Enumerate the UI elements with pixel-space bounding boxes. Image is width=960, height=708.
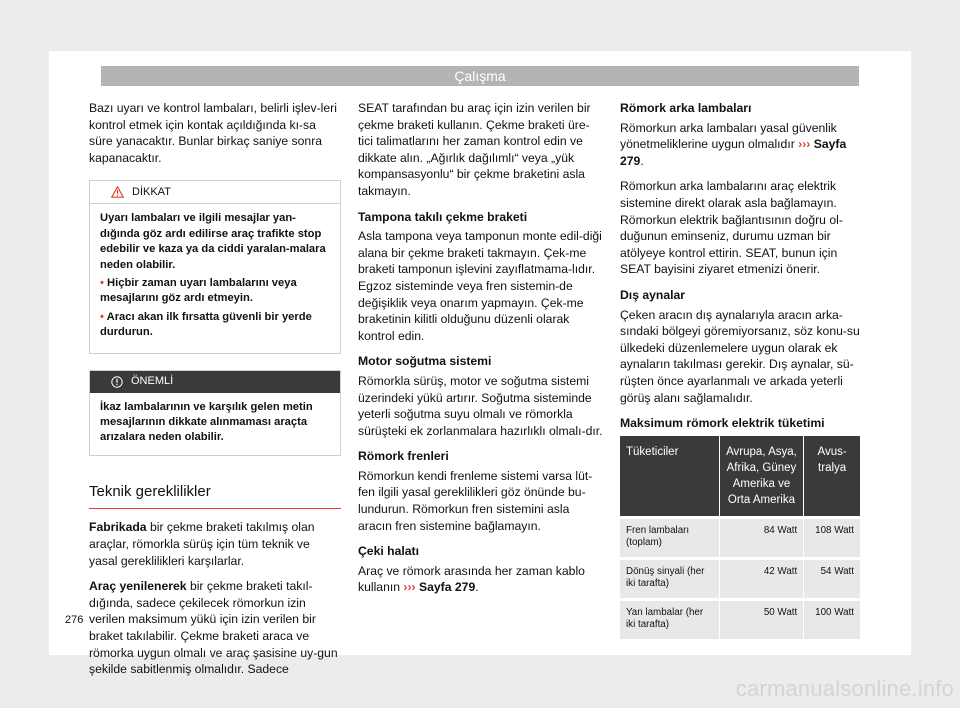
- heading-brakes: Römork frenleri: [358, 449, 449, 464]
- warning-text: Uyarı lambaları ve ilgili mesajlar yan-dığında göz ardı edilirse araç trafikte stop edebilir ve kaza ya da ciddi yaralan-malara neden olabilir.: [100, 212, 326, 271]
- warning-label: DİKKAT: [132, 186, 171, 199]
- heading-rope: Çeki halatı: [358, 544, 419, 559]
- arrow-icon: ›››: [798, 137, 811, 152]
- bumper-paragraph: Asla tampona veya tamponun monte edil-diği alana bir çekme braketi takmayın. Çek-me braketi tamponun işlevini zayıflatmama-lıdır. Egzoz sisteminde veya fren sistemin-de değişiklik veya onarım yapmayın. Çek-me braketinin kilitli olduğunu düzenli olarak kontrol edin.: [358, 229, 602, 343]
- mirrors-paragraph: Çeken aracın dış aynalarıyla aracın arka-sındaki bölgeyi göremiyorsanız, söz konu-su ülkedeki düzenlemelere uygun olarak ek aynaların takılması gerekir. Dış aynalar, sü-rüşten önce ayarlanmalı ve arkada yeterli görüş alanı sağlamalıdır.: [620, 307, 860, 405]
- note-box: [89, 370, 341, 456]
- table-header-cell: Tüketiciler: [620, 436, 719, 518]
- table-cell: 54 Watt: [804, 558, 860, 599]
- bullet-icon: •: [100, 310, 107, 323]
- bracket-paragraph: SEAT tarafından bu araç için izin verilen bir çekme braketi kullanın. Çekme braketi üre-tici talimatlarını her zaman kontrol edin ve dikkate alın. „Ağırlık dağılımlı“ veya „yük kompansasyonlu“ bir çekme braketini asla takmayın.: [358, 101, 591, 198]
- heading-lights: Römork arka lambaları: [620, 101, 752, 115]
- column-1: [89, 100, 341, 687]
- warning-bullet: • Aracı akan ilk fırsatta güvenli bir yerde durdurun.: [100, 310, 312, 339]
- table-cell: 100 Watt: [804, 599, 860, 639]
- intro-paragraph: Bazı uyarı ve kontrol lambaları, belirli işlev-leri kontrol etmek için kontak açıldığında kı-sa süre yanacaktır. Bunlar birkaç saniye sonra kapanacaktır.: [89, 101, 337, 165]
- note-label: ÖNEMLİ: [131, 375, 174, 388]
- table-header-cell: Avrupa, Asya, Afrika, Güney Amerika ve Orta Amerika: [719, 436, 804, 518]
- heading-table: Maksimum römork elektrik tüketimi: [620, 416, 825, 431]
- warning-box: [89, 180, 341, 353]
- table-cell: 108 Watt: [804, 517, 860, 558]
- table-cell: Dönüş sinyali (her iki tarafta): [620, 558, 719, 599]
- watermark: carmanualsonline.info: [735, 676, 954, 701]
- note-body: İkaz lambalarının ve karşılık gelen metin mesajlarının dikkate alınmaması araçta arızalara neden olabilir.: [100, 400, 313, 444]
- table-row: [620, 599, 860, 639]
- section-title: Teknik gereklilikler: [89, 484, 341, 510]
- page-link[interactable]: ››› Sayfa 279: [403, 580, 476, 595]
- warning-body: [90, 204, 340, 352]
- table-cell: Yan lambalar (her iki tarafta): [620, 599, 719, 639]
- table-cell: 84 Watt: [719, 517, 804, 558]
- warning-header: [90, 181, 340, 204]
- column-3: [620, 100, 860, 639]
- table-cell: 42 Watt: [719, 558, 804, 599]
- warning-triangle-icon: [111, 186, 124, 198]
- page-number: 276: [65, 614, 84, 626]
- note-header: [90, 371, 340, 393]
- table-row: [620, 517, 860, 558]
- heading-cooling: Motor soğutma sistemi: [358, 354, 492, 369]
- table-row: [620, 558, 860, 599]
- page-link[interactable]: ››› Sayfa 279: [620, 137, 847, 168]
- info-circle-icon: [111, 376, 123, 388]
- cooling-paragraph: Römorkla sürüş, motor ve soğutma sistemi üzerindeki yükü artırır. Soğutma sisteminde yeterli soğutma suyu olmalı ve römorkla sürüşteki ek zorlanmalara hazırlıklı olmalı-dır.: [358, 373, 603, 438]
- column-2: [358, 100, 604, 605]
- manual-page: [49, 51, 911, 677]
- heading-mirrors: Dış aynalar: [620, 287, 686, 302]
- factory-paragraph: Fabrikada bir çekme braketi takılmış olan araçlar, römorkla sürüş için tüm teknik ve yasal gereklilikleri karşılarlar.: [89, 520, 315, 568]
- consumption-table: [620, 436, 860, 639]
- table-cell: 50 Watt: [719, 599, 804, 639]
- arrow-icon: ›››: [403, 580, 416, 595]
- table-header-row: [620, 436, 860, 518]
- heading-bumper: Tampona takılı çekme braketi: [358, 209, 528, 224]
- rope-paragraph: Araç ve römork arasında her zaman kablo kullanın ››› Sayfa 279.: [358, 563, 585, 595]
- page-header: Çalışma: [101, 66, 859, 86]
- lights-paragraph-2: Römorkun arka lambalarını araç elektrik sistemine direkt olarak asla bağlamayın. Römorkun elektrik bağlantısının doğru ol-duğunun eminseniz, durumu uzman bir atölyeye kontrol ettirin. SEAT, bunun için SEAT bayisini ziyaret etmenizi önerir.: [620, 179, 843, 277]
- warning-bullet: • Hiçbir zaman uyarı lambalarını veya mesajlarını göz ardı etmeyin.: [100, 277, 297, 305]
- lights-paragraph: Römorkun arka lambaları yasal güvenlik yönetmeliklerine uygun olmalıdır ››› Sayfa 279.: [620, 120, 847, 168]
- brakes-paragraph: Römorkun kendi frenleme sistemi varsa lüt-fen ilgili yasal gereklilikleri göz önünde bu-lundurun. Römorkun fren sistemini asla aracın fren sistemine bağlamayın.: [358, 468, 593, 533]
- retrofit-paragraph: Araç yenilenerek bir çekme braketi takıl-dığında, sadece çekilecek römorkun izin verilen maksimum yükü için izin verilen bir braket takılabilir. Çekme braketi araca ve römorka uygun olmalı ve araç şasisine uy-gun şekilde sabitlenmiş olmalıdır. Sadece: [89, 579, 338, 677]
- bullet-icon: •: [100, 277, 108, 289]
- table-cell: Fren lambaları (toplam): [620, 517, 719, 558]
- table-header-cell: Avus-tralya: [804, 436, 860, 518]
